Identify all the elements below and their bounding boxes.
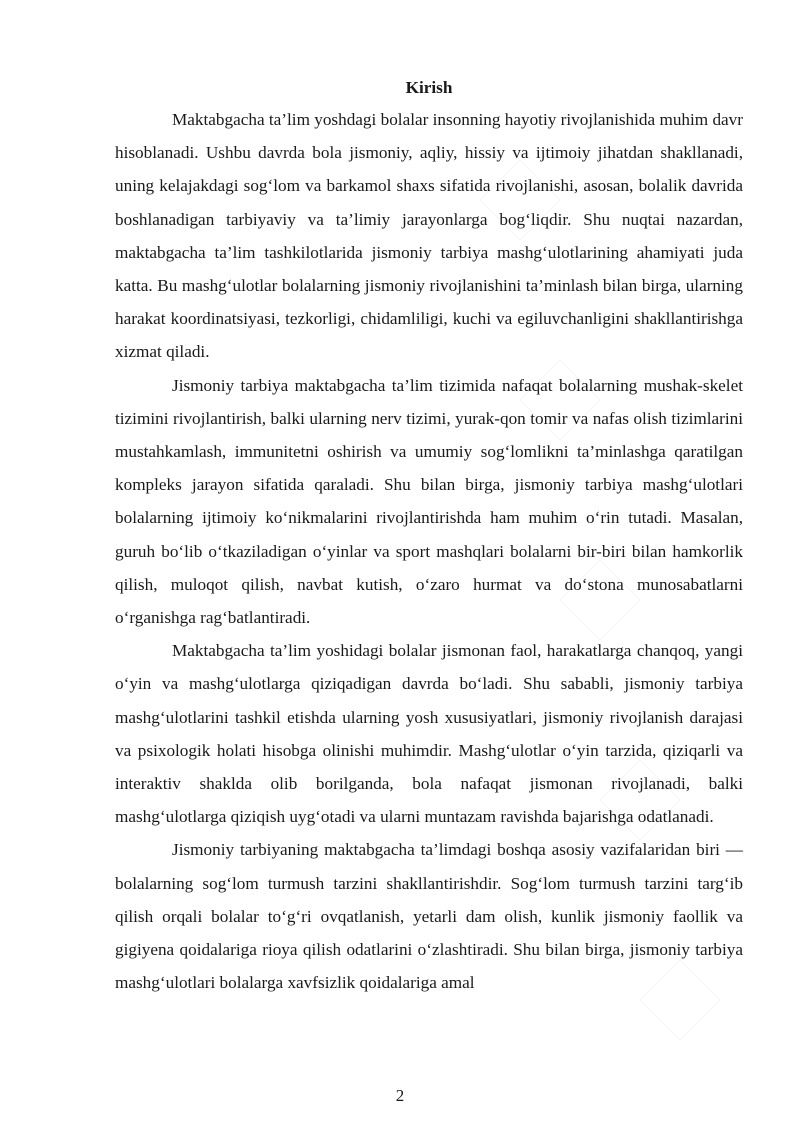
page-number: 2 (395, 1086, 405, 1105)
paragraph-2: Jismoniy tarbiya maktabgacha ta’lim tizimida nafaqat bolalarning mushak-skelet tizimini rivojlantirish, balki ularning nerv tizimi, yurak-qon tomir va nafas olish tizimlarini mustahkamlash, immunitetni oshirish va umumiy sog‘lomlikni ta’minlashga qaratilgan kompleks jarayon sifatida qaraladi. Shu bilan birga, jismoniy tarbiya mashg‘ulotlari bolalarning ijtimoiy ko‘nikmalarini rivojlantirishda ham muhim o‘rin tutadi. Masalan, guruh bo‘lib o‘tkaziladigan o‘yinlar va sport mashqlari bolalarni bir-biri bilan hamkorlik qilish, muloqot qilish, navbat kutish, o‘zaro hurmat va do‘stona munosabatlarni o‘rganishga rag‘batlantiradi. (115, 375, 743, 628)
paragraph-3: Maktabgacha ta’lim yoshidagi bolalar jismonan faol, harakatlarga chanqoq, yangi o‘yin va mashg‘ulotlarga qiziqadigan davrda bo‘ladi. Shu sababli, jismoniy tarbiya mashg‘ulotlarini tashkil etishda ularning yosh xususiyatlari, jismoniy rivojlanish darajasi va psixologik holati hisobga olinishi muhimdir. Mashg‘ulotlar o‘yin tarzida, qiziqarli va interaktiv shaklda olib borilganda, bola nafaqat jismonan rivojlanadi, balki mashg‘ulotlarga qiziqish uyg‘otadi va ularni muntazam ravishda bajarishga odatlanadi. (115, 641, 743, 827)
document-title: Kirish (405, 78, 453, 97)
document-body (115, 73, 743, 999)
paragraph-4: Jismoniy tarbiyaning maktabgacha ta’limdagi boshqa asosiy vazifalaridan biri — bolalarning sog‘lom turmush tarzini shakllantirishdir. Sog‘lom turmush tarzini targ‘ib qilish orqali bolalar to‘g‘ri ovqatlanish, yetarli dam olish, kunlik jismoniy faollik va gigiyena qoidalariga rioya qilish odatlarini o‘zlashtiradi. Shu bilan birga, jismoniy tarbiya mashg‘ulotlari bolalarga xavfsizlik qoidalariga amal (115, 840, 743, 993)
paragraph-1: Maktabgacha ta’lim yoshdagi bolalar insonning hayotiy rivojlanishida muhim davr hisoblanadi. Ushbu davrda bola jismoniy, aqliy, hissiy va ijtimoiy jihatdan shakllanadi, uning kelajakdagi sog‘lom va barkamol shaxs sifatida rivojlanishi, asosan, bolalik davrida boshlanadigan tarbiyaviy va ta’limiy jarayonlarga bog‘liqdir. Shu nuqtai nazardan, maktabgacha ta’lim tashkilotlarida jismoniy tarbiya mashg‘ulotlarining ahamiyati juda katta. Bu mashg‘ulotlar bolalarning jismoniy rivojlanishini ta’minlash bilan birga, ularning harakat koordinatsiyasi, tezkorligi, chidamliligi, kuchi va egiluvchanligini shakllantirishga xizmat qiladi. (115, 110, 743, 362)
